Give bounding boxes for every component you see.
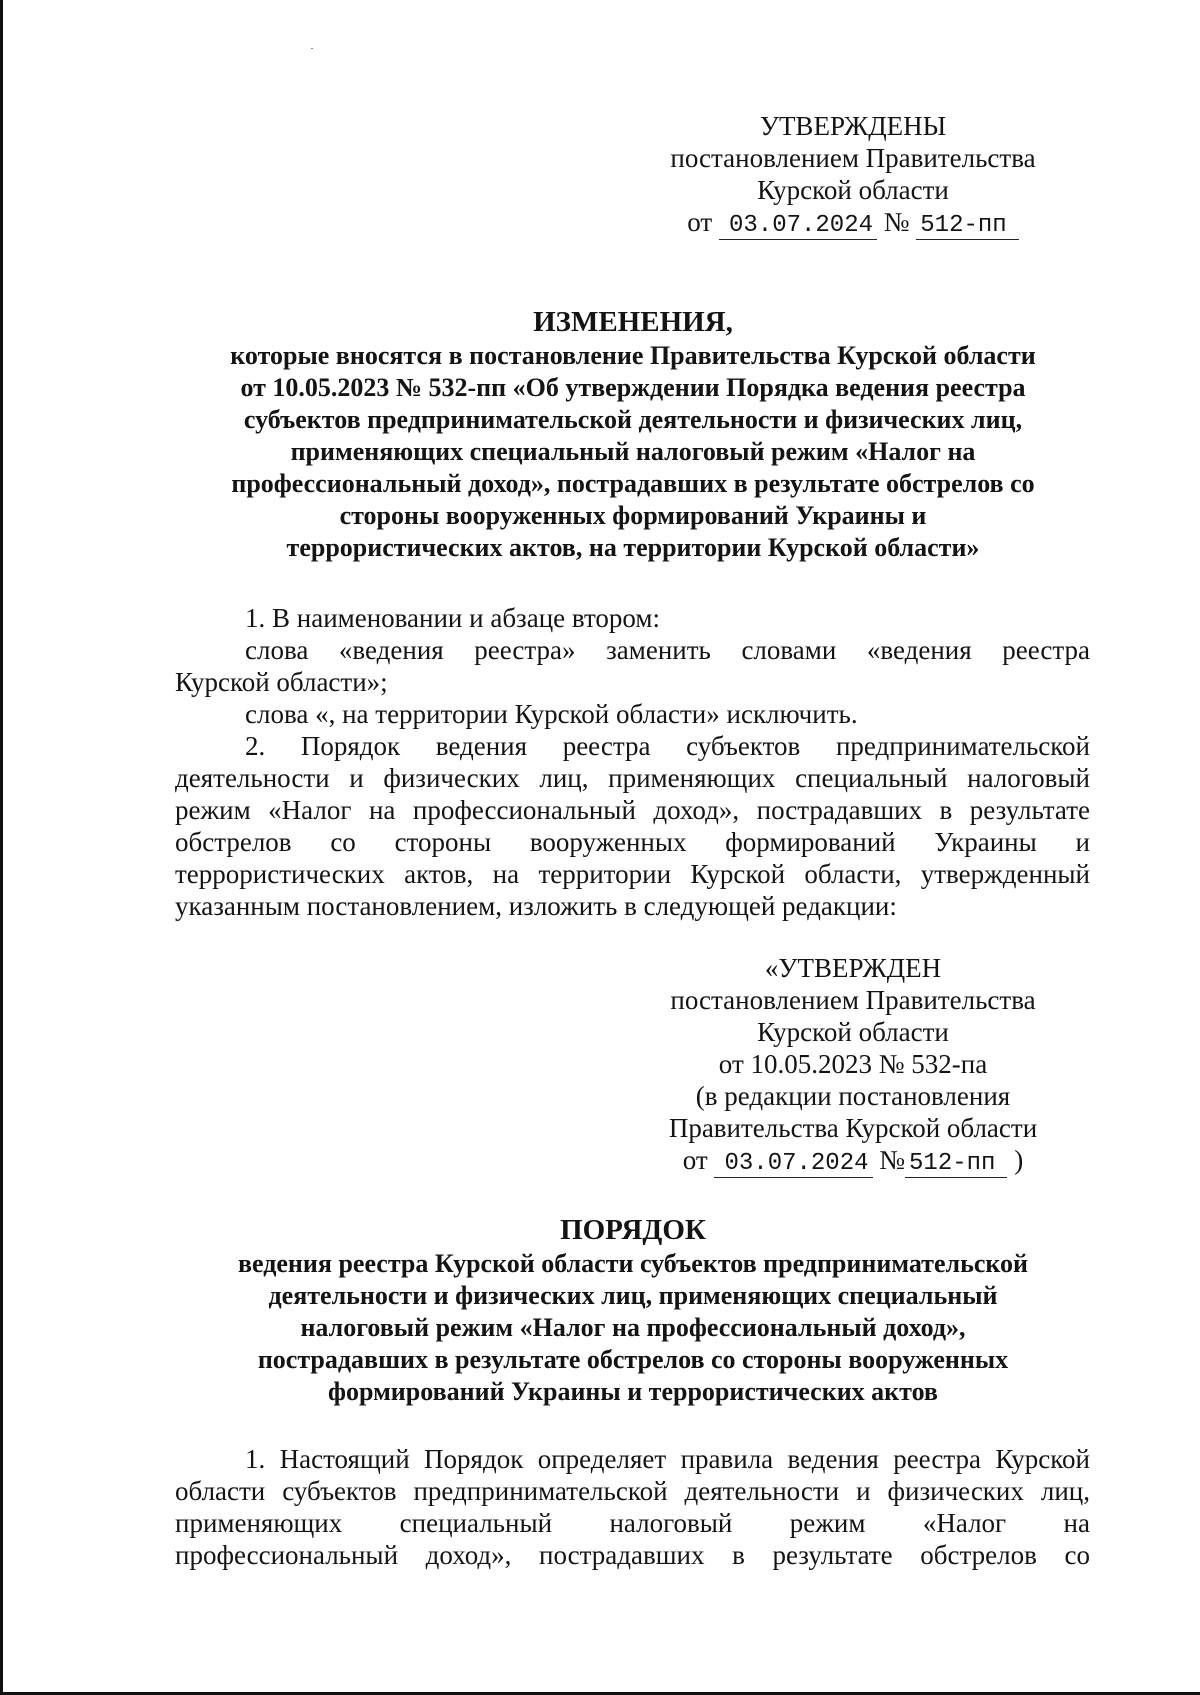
body-line: 2. Порядок ведения реестра субъектов предпринимательской — [245, 731, 1090, 761]
approval-line: от 10.05.2023 № 532-па — [718, 1049, 988, 1079]
body-line: деятельности и физических лиц, применяющих специальный налоговый — [175, 763, 1090, 793]
changes-subtitle-line: применяющих специальный налоговый режим «Налог на — [290, 437, 976, 466]
approval-number: 512-пп — [905, 1151, 1007, 1178]
number-label: № — [879, 1145, 906, 1175]
order-body — [175, 1443, 1090, 1571]
scan-speck — [311, 48, 313, 49]
body-line: обстрелов со стороны вооруженных формирований Украины и — [175, 827, 1090, 857]
order-subtitle-line: деятельности и физических лиц, применяющих специальный — [268, 1281, 998, 1310]
order-body-line: области субъектов предпринимательской деятельности и физических лиц, — [175, 1476, 1090, 1506]
order-subtitle-line: пострадавших в результате обстрелов со стороны вооруженных — [257, 1345, 1009, 1374]
closing-paren: ) — [1014, 1145, 1024, 1175]
approval-date: 03.07.2024 — [714, 1151, 872, 1178]
changes-heading — [173, 304, 1093, 564]
body-line: режим «Налог на профессиональный доход», пострадавших в результате — [175, 795, 1090, 825]
changes-body — [175, 602, 1090, 922]
approval-heading: УТВЕРЖДЕНЫ — [759, 111, 947, 141]
approval-date-line — [643, 206, 1063, 240]
changes-subtitle-line: которые вносятся в постановление Правительства Курской области — [230, 341, 1036, 370]
changes-subtitle-line: террористических актов, на территории Курской области» — [286, 533, 980, 562]
body-line: Курской области»; — [175, 667, 388, 697]
approval-line: Правительства Курской области — [668, 1113, 1038, 1143]
from-label: от — [682, 1145, 708, 1175]
from-label: от — [687, 207, 713, 237]
approval-date: 03.07.2024 — [719, 213, 877, 240]
order-body-line: применяющих специальный налоговый режим «Налог на — [175, 1508, 1090, 1538]
order-body-line: профессиональный доход», пострадавших в результате обстрелов со — [175, 1540, 1090, 1570]
approval-line: Курской области — [757, 175, 949, 205]
changes-subtitle-line: субъектов предпринимательской деятельности и физических лиц, — [243, 405, 1023, 434]
approval-block-top — [643, 110, 1063, 240]
approval-block-revised — [643, 952, 1063, 1178]
approval-line: Курской области — [757, 1017, 949, 1047]
order-heading — [173, 1212, 1093, 1408]
body-line: слова «, на территории Курской области» исключить. — [245, 699, 858, 729]
body-line: слова «ведения реестра» заменить словами «ведения реестра — [245, 635, 1090, 665]
order-title: ПОРЯДОК — [560, 1214, 706, 1246]
order-subtitle-line: ведения реестра Курской области субъектов предпринимательской — [237, 1249, 1028, 1278]
changes-subtitle-line: от 10.05.2023 № 532-пп «Об утверждении Порядка ведения реестра — [240, 373, 1026, 402]
approval-line: (в редакции постановления — [695, 1081, 1011, 1111]
approval-line: постановлением Правительства — [670, 143, 1036, 173]
approval-heading: «УТВЕРЖДЕН — [764, 953, 942, 983]
approval-date-line — [643, 1144, 1063, 1178]
changes-subtitle-line: профессиональный доход», пострадавших в результате обстрелов со — [231, 469, 1035, 498]
number-label: № — [883, 207, 910, 237]
order-body-line: 1. Настоящий Порядок определяет правила ведения реестра Курской — [245, 1444, 1090, 1474]
body-line: террористических актов, на территории Курской области, утвержденный — [175, 859, 1090, 889]
body-line: 1. В наименовании и абзаце втором: — [245, 603, 660, 633]
approval-line: постановлением Правительства — [670, 985, 1036, 1015]
order-subtitle-line: налоговый режим «Налог на профессиональный доход», — [300, 1313, 966, 1342]
order-subtitle-line: формирований Украины и террористических актов — [328, 1377, 938, 1406]
body-line: указанным постановлением, изложить в следующей редакции: — [175, 891, 897, 921]
changes-title: ИЗМЕНЕНИЯ, — [533, 306, 733, 338]
approval-number: 512-пп — [916, 213, 1018, 240]
changes-subtitle-line: стороны вооруженных формирований Украины и — [339, 501, 927, 530]
